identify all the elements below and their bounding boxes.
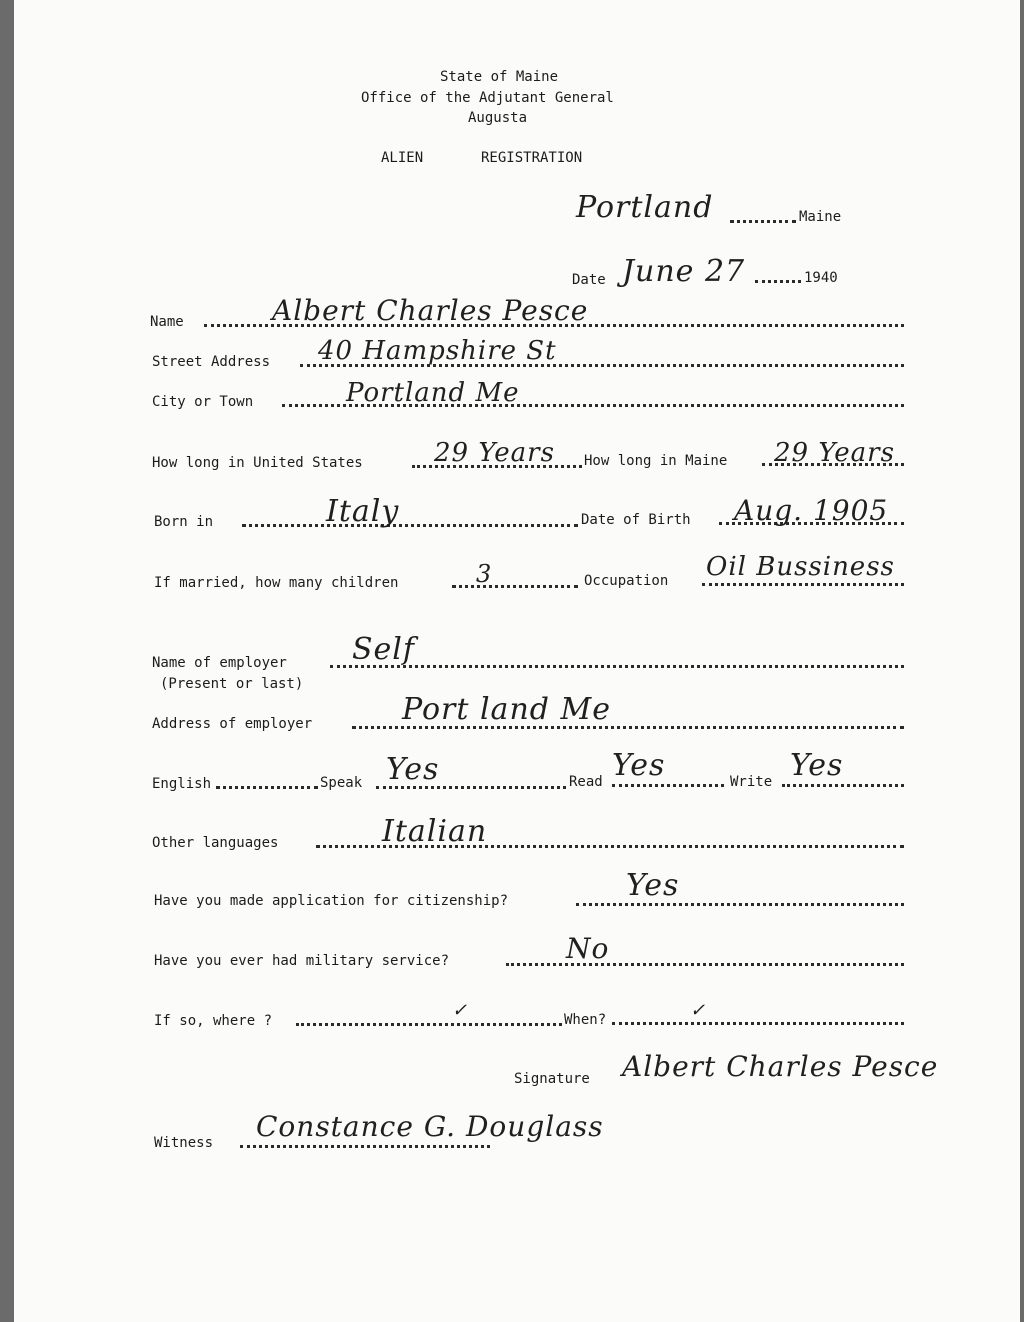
other-languages-value: Italian: [382, 814, 488, 849]
form-title-registration: REGISTRATION: [481, 150, 583, 166]
employer-address-value: Port land Me: [402, 692, 611, 727]
military-label: Have you ever had military service?: [154, 953, 450, 969]
employer-label: Name of employer: [152, 655, 287, 671]
read-value: Yes: [612, 748, 666, 783]
dob-label: Date of Birth: [581, 512, 691, 528]
employer-dots: [330, 662, 904, 668]
how-long-maine-value: 29 Years: [774, 438, 895, 468]
street-label: Street Address: [152, 354, 271, 370]
read-label: Read: [569, 774, 603, 790]
english-dots: [216, 783, 318, 789]
where-value: ✓: [452, 1000, 469, 1021]
date-label: Date: [572, 272, 606, 288]
employer-value: Self: [352, 632, 416, 667]
city-value: Portland Me: [346, 378, 520, 408]
write-value: Yes: [790, 748, 844, 783]
when-label: When?: [564, 1012, 607, 1028]
registration-form-page: [14, 0, 1020, 1322]
speak-value: Yes: [386, 752, 440, 787]
how-long-us-value: 29 Years: [434, 438, 555, 468]
signature-label: Signature: [514, 1071, 590, 1087]
other-languages-label: Other languages: [152, 835, 279, 851]
witness-value: Constance G. Douglass: [256, 1110, 604, 1143]
place-state-label: Maine: [799, 209, 842, 225]
how-long-us-label: How long in United States: [152, 455, 363, 471]
signature-value: Albert Charles Pesce: [622, 1050, 939, 1083]
speak-label: Speak: [320, 775, 363, 791]
military-value: No: [566, 932, 610, 965]
occupation-value: Oil Bussiness: [706, 552, 895, 582]
date-dots: [755, 277, 801, 283]
witness-label: Witness: [154, 1135, 214, 1151]
born-in-dots: [242, 521, 578, 527]
born-in-value: Italy: [326, 494, 400, 529]
dob-value: Aug. 1905: [734, 494, 889, 527]
form-title-alien: ALIEN: [381, 150, 424, 166]
write-label: Write: [730, 774, 773, 790]
name-value: Albert Charles Pesce: [272, 294, 589, 327]
employer-note: (Present or last): [160, 676, 304, 692]
date-handwritten: June 27: [622, 254, 746, 289]
married-label: If married, how many children: [154, 575, 399, 591]
place-handwritten: Portland: [576, 190, 714, 225]
children-value: 3: [476, 560, 493, 588]
where-dots: [296, 1020, 562, 1026]
english-label: English: [152, 776, 212, 792]
header-state: State of Maine: [440, 69, 559, 85]
citizenship-label: Have you made application for citizenship?: [154, 893, 509, 909]
children-dots: [452, 582, 578, 588]
header-office: Office of the Adjutant General: [361, 90, 614, 106]
how-long-maine-label: How long in Maine: [584, 453, 728, 469]
if-so-where-label: If so, where ?: [154, 1013, 273, 1029]
citizenship-value: Yes: [626, 868, 680, 903]
header-city: Augusta: [468, 110, 528, 126]
employer-address-label: Address of employer: [152, 716, 313, 732]
name-label: Name: [150, 314, 184, 330]
occupation-label: Occupation: [584, 573, 669, 589]
city-label: City or Town: [152, 394, 254, 410]
date-year: 1940: [804, 270, 838, 286]
when-value: ✓: [690, 1000, 707, 1021]
when-dots: [612, 1019, 904, 1025]
born-in-label: Born in: [154, 514, 214, 530]
place-dots: [730, 217, 796, 223]
street-value: 40 Hampshire St: [318, 336, 557, 366]
